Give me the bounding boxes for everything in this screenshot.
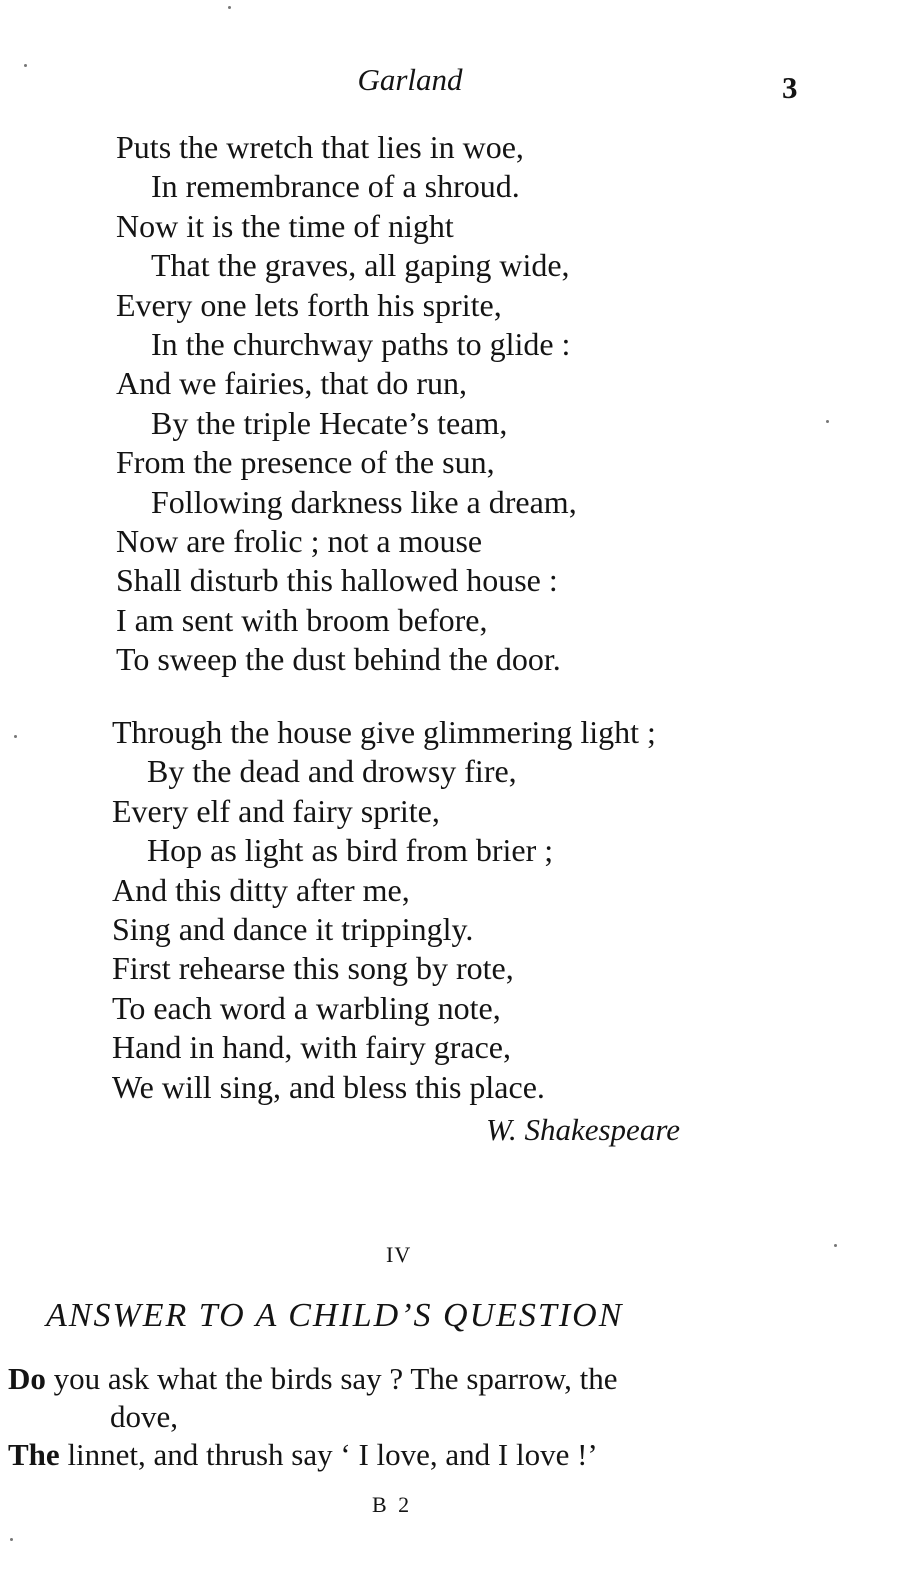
verse-line: Hop as light as bird from brier ; (147, 832, 554, 869)
verse-line: We will sing, and bless this place. (112, 1068, 545, 1105)
verse-initial-word: Do (8, 1361, 46, 1396)
verse-line: And we fairies, that do run, (116, 365, 468, 402)
section-number: IV (386, 1242, 412, 1267)
verse-line: By the dead and drowsy fire, (147, 753, 517, 790)
verse-text: linnet, and thrush say ‘ I love, and I love !’ (67, 1437, 598, 1472)
verse-line: That the graves, all gaping wide, (151, 247, 570, 284)
verse-line: Puts the wretch that lies in woe, (116, 129, 524, 165)
paper-speck (826, 420, 829, 423)
verse-line (8, 1436, 808, 1474)
verse-line: Hand in hand, with fairy grace, (112, 1029, 511, 1066)
stanza-2 (112, 713, 656, 1107)
verse-line: And this ditty after me, (112, 871, 410, 908)
verse-line: In the churchway paths to glide : (151, 326, 571, 363)
running-title: Garland (357, 62, 463, 97)
verse-line: Sing and dance it trippingly. (112, 911, 474, 948)
verse-line: Every one lets forth his sprite, (116, 286, 502, 323)
paper-speck (834, 1244, 837, 1247)
verse-line: Now are frolic ; not a mouse (116, 523, 483, 560)
paper-speck (14, 735, 17, 738)
paper-speck (24, 64, 27, 67)
paper-speck (10, 1538, 13, 1541)
verse-line: By the triple Hecate’s team, (151, 404, 508, 441)
verse-line: From the presence of the sun, (116, 444, 495, 481)
verse-line: Now it is the time of night (116, 207, 454, 244)
verse-line: I am sent with broom before, (116, 601, 488, 638)
poem-2-body (8, 1360, 808, 1474)
page-number: 3 (782, 70, 798, 105)
verse-line: Every elf and fairy sprite, (112, 792, 440, 829)
verse-line: To each word a warbling note, (112, 989, 501, 1026)
verse-line-continuation: dove, (110, 1399, 179, 1434)
verse-line: Following darkness like a dream, (151, 483, 577, 520)
verse-initial-word: The (8, 1437, 60, 1472)
verse-line: First rehearse this song by rote, (112, 950, 514, 987)
verse-line (8, 1360, 808, 1398)
verse-line: In remembrance of a shroud. (151, 168, 520, 205)
verse-text: you ask what the birds say ? The sparrow, the (53, 1361, 618, 1396)
verse-line: To sweep the dust behind the door. (116, 641, 561, 678)
signature-mark: B 2 (372, 1492, 413, 1517)
verse-line: Shall disturb this hallowed house : (116, 562, 558, 599)
poem-title: ANSWER TO A CHILD’S QUESTION (46, 1297, 624, 1334)
stanza-1 (116, 128, 577, 680)
author-attribution: W. Shakespeare (486, 1112, 680, 1147)
verse-line: Through the house give glimmering light ; (112, 714, 656, 750)
paper-speck (228, 6, 231, 9)
